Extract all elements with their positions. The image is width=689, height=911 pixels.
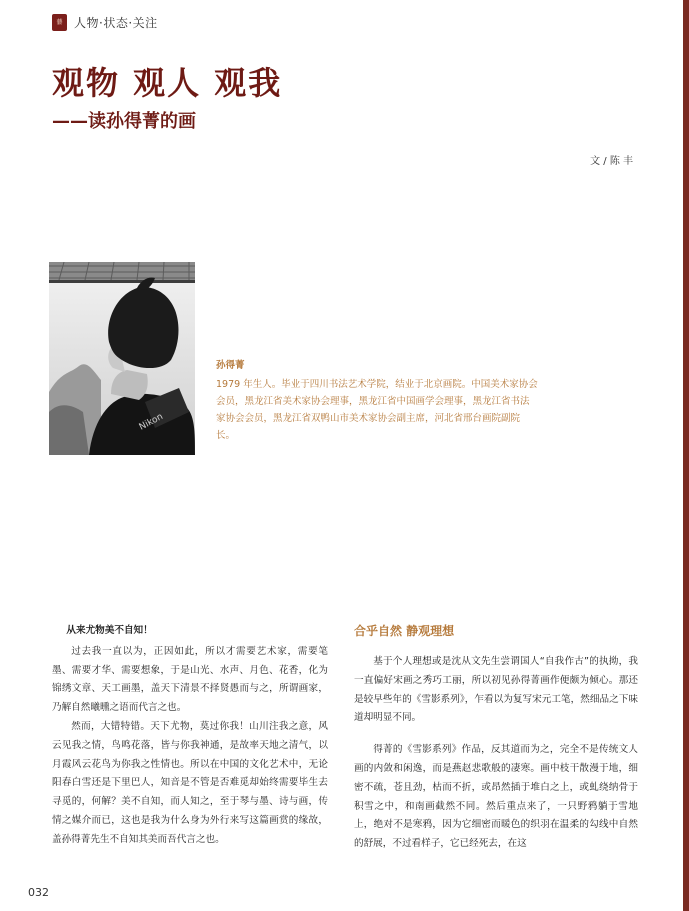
artist-bio	[216, 357, 538, 444]
body-paragraph: 然而，大错特错。天下尤物，莫过你我！山川注我之意，风云见我之情，鸟鸣花落，皆与你我神通，是故率天地之清气，以月霞风云花鸟为你我之性情也。所以在中国的文化艺术中，无论阳春白雪还是下里巴人，知音是不管是否难觅却始终需要毕生去寻觅的，何解？美不自知，而人知之，至于琴与墨、诗与画，传情之媒介而已，这也是我为什么身为外行来写这篇画赏的缘故，盖孙得菁先生不自知其美而吾代言之也。	[52, 720, 328, 845]
portrait-illustration	[49, 262, 195, 455]
body-paragraph: 基于个人理想或是沈从文先生尝谓国人“自我作古”的执拗，我一直偏好宋画之秀巧工丽，所以初见孙得菁画作便颇为倾心。那还是较早些年的《雪影系列》，乍看以为复写宋元工笔，然细品之下味道却明显不同。	[354, 656, 638, 724]
seal-logo-icon	[52, 14, 67, 31]
body-column-left	[52, 622, 328, 850]
body-paragraph: 过去我一直以为，正因如此，所以才需要艺术家，需要笔墨、需要才华、需要想象，于是山光、水声、月色、花香，化为锦绣文章、天工画墨，盖天下清景不择贤愚而与之，所谓画家，乃解自然曦曛之语而代言之也。	[52, 645, 328, 714]
lead-sentence: 从来尤物美不自知！	[66, 625, 153, 636]
body-paragraph: 得菁的《雪影系列》作品，反其道而为之，完全不是传统文人画的内敛和闲逸，而是燕赵悲歌般的凄寒。画中枝干散漫于地，细密不疏，苍且劲，枯而不折，或昂然插于堆白之上，或虬绕纳骨于积雪之中，和南画截然不同。然后重点来了，一只野鸦躺于雪地上，绝对不是寒鸦，因为它细密而暖色的织羽在温柔的勾线中自然的舒展，不过看样子，它已经死去，在这	[354, 744, 638, 850]
section-heading: 合乎自然 静观理想	[354, 624, 455, 638]
article-title: 观物 观人 观我	[52, 64, 283, 102]
article-subtitle: ——读孙得菁的画	[52, 111, 196, 132]
seal-text: 藝	[56, 19, 63, 26]
bio-name: 孙得菁	[216, 360, 245, 371]
section-header	[52, 14, 158, 31]
page-number: 032	[28, 886, 49, 899]
camera-brand: Nikon	[137, 411, 165, 433]
author-byline: 文 / 陈 丰	[590, 156, 633, 167]
body-column-right	[354, 622, 638, 867]
page-edge-strip	[683, 0, 689, 911]
bio-text: 1979 年生人。毕业于四川书法艺术学院，结业于北京画院。中国美术家协会会员，黑龙江省美术家协会理事，黑龙江省中国画学会理事，黑龙江省书法家协会会员，黑龙江省双鸭山市美术家协会副主席，河北省邢台画院副院长。	[216, 379, 538, 441]
section-label: 人物·状态·关注	[74, 16, 158, 30]
artist-portrait-photo	[49, 262, 195, 455]
